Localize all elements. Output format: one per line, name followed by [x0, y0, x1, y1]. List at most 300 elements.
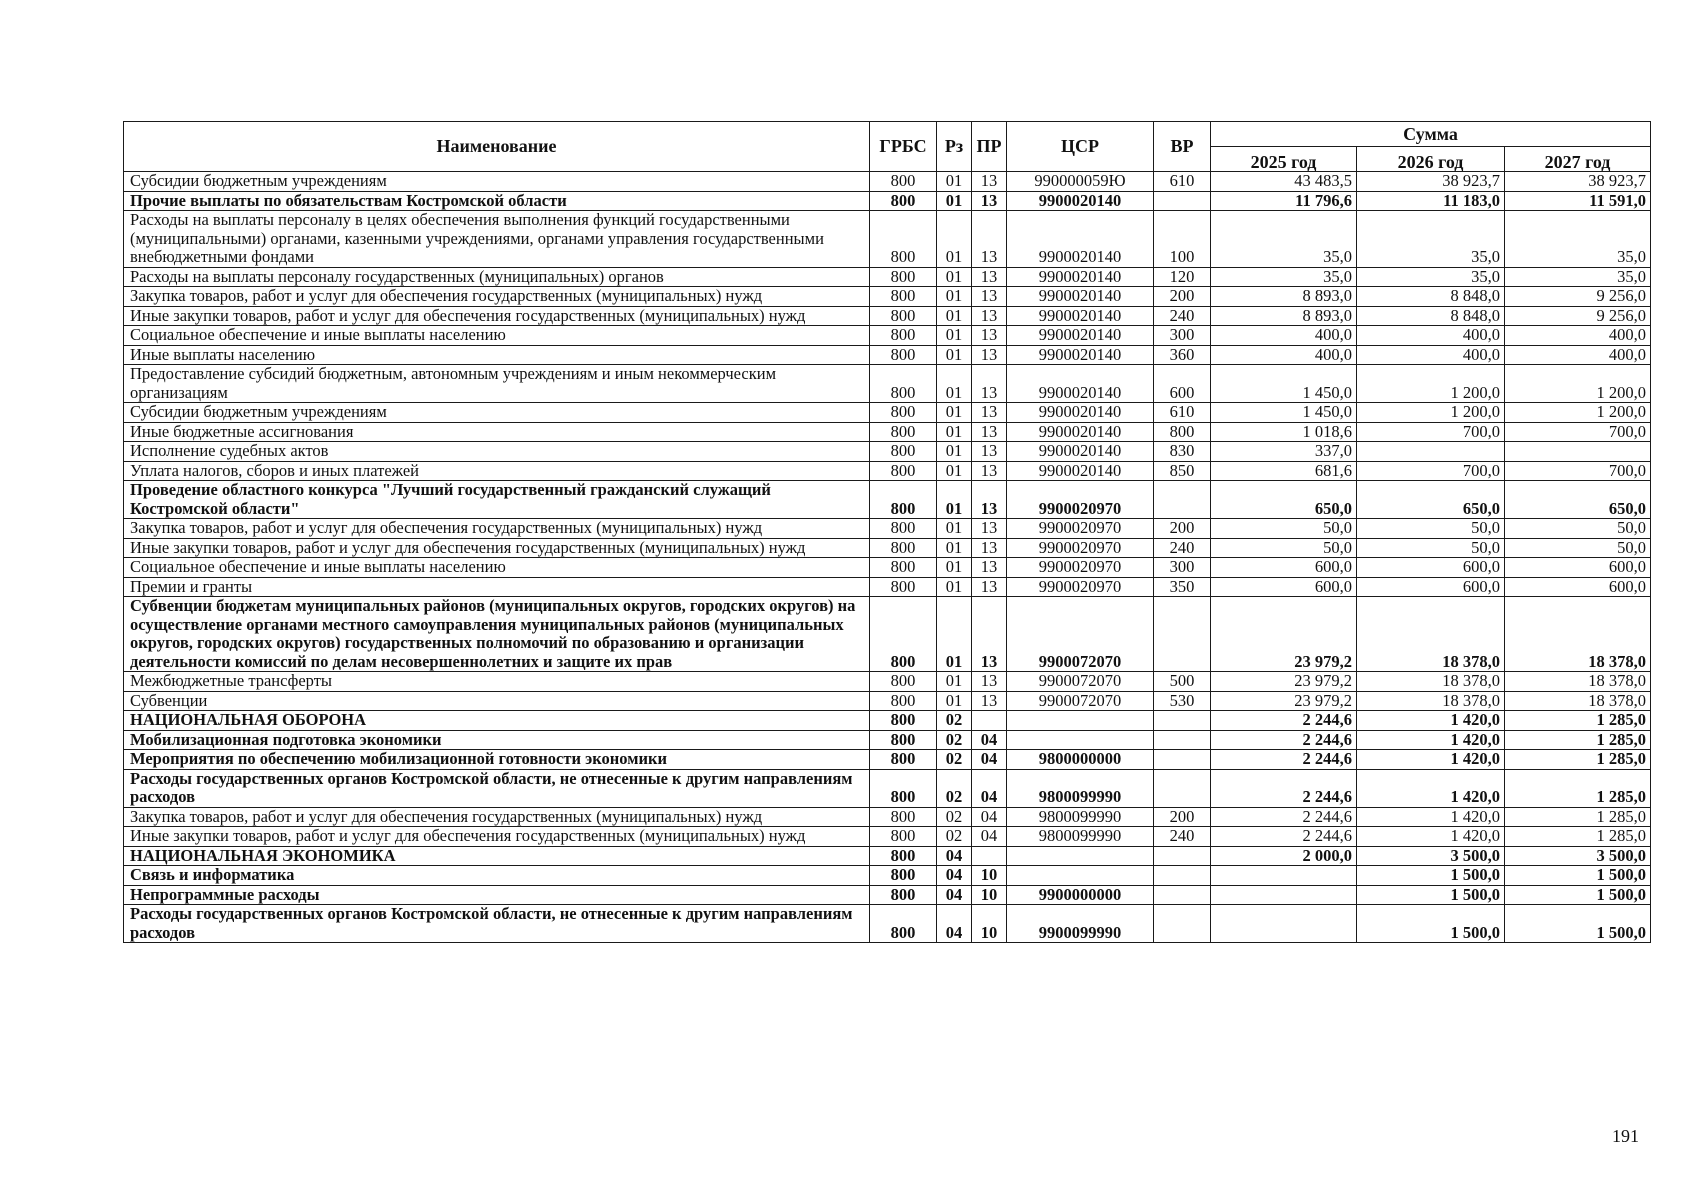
cell-pr: 13 [972, 538, 1007, 558]
cell-grbs: 800 [870, 691, 937, 711]
cell-name: Субсидии бюджетным учреждениям [124, 403, 870, 423]
cell-grbs: 800 [870, 807, 937, 827]
cell-rz: 04 [937, 905, 972, 943]
cell-pr: 13 [972, 211, 1007, 268]
cell-pr: 13 [972, 577, 1007, 597]
cell-sum-2026: 700,0 [1357, 461, 1505, 481]
cell-csr: 9900020140 [1007, 306, 1154, 326]
cell-name: Иные закупки товаров, работ и услуг для обеспечения государственных (муниципальных) нужд [124, 827, 870, 847]
cell-sum-2025 [1211, 885, 1357, 905]
table-row [124, 538, 1651, 558]
cell-vr: 830 [1154, 442, 1211, 462]
cell-sum-2025: 50,0 [1211, 519, 1357, 539]
cell-name: Иные выплаты населению [124, 345, 870, 365]
header-year-2026: 2026 год [1357, 147, 1505, 172]
cell-name: Премии и гранты [124, 577, 870, 597]
cell-vr [1154, 481, 1211, 519]
cell-sum-2025: 2 244,6 [1211, 769, 1357, 807]
cell-vr: 200 [1154, 519, 1211, 539]
cell-sum-2026: 1 420,0 [1357, 827, 1505, 847]
cell-rz: 02 [937, 730, 972, 750]
cell-rz: 01 [937, 422, 972, 442]
cell-csr: 9900020970 [1007, 558, 1154, 578]
cell-vr [1154, 885, 1211, 905]
cell-grbs: 800 [870, 326, 937, 346]
cell-pr [972, 846, 1007, 866]
cell-sum-2026: 400,0 [1357, 326, 1505, 346]
cell-sum-2026: 1 420,0 [1357, 750, 1505, 770]
cell-name: Социальное обеспечение и иные выплаты населению [124, 558, 870, 578]
table-row [124, 730, 1651, 750]
cell-sum-2026: 400,0 [1357, 345, 1505, 365]
cell-sum-2027: 1 285,0 [1505, 769, 1651, 807]
cell-sum-2027: 11 591,0 [1505, 191, 1651, 211]
cell-sum-2025: 2 244,6 [1211, 827, 1357, 847]
cell-pr: 13 [972, 287, 1007, 307]
table-row [124, 750, 1651, 770]
cell-pr: 04 [972, 750, 1007, 770]
cell-csr: 9900020970 [1007, 481, 1154, 519]
cell-csr: 9800000000 [1007, 750, 1154, 770]
cell-sum-2027: 35,0 [1505, 267, 1651, 287]
cell-sum-2026: 1 420,0 [1357, 730, 1505, 750]
header-pr: ПР [972, 122, 1007, 172]
header-sum: Сумма [1211, 122, 1651, 147]
cell-grbs: 800 [870, 306, 937, 326]
cell-name: Межбюджетные трансферты [124, 672, 870, 692]
table-body [124, 172, 1651, 943]
cell-csr: 9900020970 [1007, 577, 1154, 597]
cell-name: Исполнение судебных актов [124, 442, 870, 462]
cell-sum-2026: 50,0 [1357, 538, 1505, 558]
table-row [124, 769, 1651, 807]
cell-sum-2025: 400,0 [1211, 326, 1357, 346]
cell-pr: 13 [972, 365, 1007, 403]
cell-csr [1007, 730, 1154, 750]
cell-sum-2027: 18 378,0 [1505, 691, 1651, 711]
cell-sum-2025: 23 979,2 [1211, 597, 1357, 672]
cell-pr: 13 [972, 442, 1007, 462]
cell-name: Непрограммные расходы [124, 885, 870, 905]
cell-rz: 01 [937, 691, 972, 711]
cell-pr: 04 [972, 769, 1007, 807]
cell-vr [1154, 597, 1211, 672]
cell-vr: 610 [1154, 172, 1211, 192]
cell-grbs: 800 [870, 172, 937, 192]
cell-csr: 9900020140 [1007, 191, 1154, 211]
cell-sum-2025: 8 893,0 [1211, 287, 1357, 307]
cell-sum-2027: 1 285,0 [1505, 711, 1651, 731]
cell-sum-2027: 35,0 [1505, 211, 1651, 268]
cell-sum-2026: 3 500,0 [1357, 846, 1505, 866]
table-row [124, 442, 1651, 462]
cell-sum-2027: 9 256,0 [1505, 287, 1651, 307]
cell-csr [1007, 846, 1154, 866]
cell-pr: 10 [972, 905, 1007, 943]
cell-sum-2025: 681,6 [1211, 461, 1357, 481]
cell-sum-2025: 600,0 [1211, 558, 1357, 578]
cell-pr: 10 [972, 885, 1007, 905]
header-grbs: ГРБС [870, 122, 937, 172]
cell-sum-2026: 18 378,0 [1357, 597, 1505, 672]
table-row [124, 267, 1651, 287]
cell-pr [972, 711, 1007, 731]
cell-sum-2025 [1211, 905, 1357, 943]
cell-rz: 02 [937, 827, 972, 847]
cell-vr [1154, 866, 1211, 886]
cell-name: Предоставление субсидий бюджетным, автономным учреждениям и иным некоммерческим организациям [124, 365, 870, 403]
cell-rz: 01 [937, 461, 972, 481]
cell-sum-2027: 1 200,0 [1505, 365, 1651, 403]
cell-csr: 9900072070 [1007, 597, 1154, 672]
cell-sum-2027: 650,0 [1505, 481, 1651, 519]
cell-vr: 100 [1154, 211, 1211, 268]
cell-csr: 9900020140 [1007, 365, 1154, 403]
table-row [124, 885, 1651, 905]
cell-sum-2025: 1 450,0 [1211, 365, 1357, 403]
cell-rz: 01 [937, 672, 972, 692]
cell-rz: 01 [937, 287, 972, 307]
cell-rz: 01 [937, 191, 972, 211]
cell-vr [1154, 905, 1211, 943]
cell-sum-2026 [1357, 442, 1505, 462]
cell-name: Субсидии бюджетным учреждениям [124, 172, 870, 192]
cell-sum-2025: 23 979,2 [1211, 691, 1357, 711]
cell-sum-2027: 600,0 [1505, 558, 1651, 578]
cell-rz: 04 [937, 866, 972, 886]
table-row [124, 711, 1651, 731]
cell-vr: 240 [1154, 827, 1211, 847]
table-row [124, 597, 1651, 672]
header-name: Наименование [124, 122, 870, 172]
cell-pr: 13 [972, 481, 1007, 519]
cell-pr: 13 [972, 326, 1007, 346]
cell-name: Уплата налогов, сборов и иных платежей [124, 461, 870, 481]
cell-sum-2027: 1 500,0 [1505, 866, 1651, 886]
cell-sum-2025: 8 893,0 [1211, 306, 1357, 326]
cell-sum-2025: 2 000,0 [1211, 846, 1357, 866]
cell-vr: 600 [1154, 365, 1211, 403]
cell-sum-2025: 2 244,6 [1211, 730, 1357, 750]
cell-vr [1154, 769, 1211, 807]
cell-name: Расходы государственных органов Костромской области, не отнесенные к другим направлениям расходов [124, 905, 870, 943]
cell-sum-2025: 337,0 [1211, 442, 1357, 462]
cell-grbs: 800 [870, 846, 937, 866]
cell-grbs: 800 [870, 191, 937, 211]
cell-sum-2026: 18 378,0 [1357, 691, 1505, 711]
cell-rz: 01 [937, 326, 972, 346]
cell-sum-2026: 11 183,0 [1357, 191, 1505, 211]
cell-sum-2026: 8 848,0 [1357, 287, 1505, 307]
cell-sum-2025: 600,0 [1211, 577, 1357, 597]
cell-grbs: 800 [870, 711, 937, 731]
table-row [124, 807, 1651, 827]
cell-rz: 01 [937, 306, 972, 326]
cell-name: Расходы на выплаты персоналу государственных (муниципальных) органов [124, 267, 870, 287]
cell-name: Проведение областного конкурса "Лучший государственный гражданский служащий Костромской области" [124, 481, 870, 519]
cell-sum-2025: 11 796,6 [1211, 191, 1357, 211]
cell-sum-2025: 650,0 [1211, 481, 1357, 519]
cell-rz: 01 [937, 403, 972, 423]
cell-name: Закупка товаров, работ и услуг для обеспечения государственных (муниципальных) нужд [124, 807, 870, 827]
cell-rz: 01 [937, 481, 972, 519]
cell-sum-2026: 1 500,0 [1357, 905, 1505, 943]
cell-sum-2026: 1 420,0 [1357, 807, 1505, 827]
cell-sum-2026: 38 923,7 [1357, 172, 1505, 192]
cell-pr: 13 [972, 306, 1007, 326]
cell-name: Расходы на выплаты персоналу в целях обеспечения выполнения функций государственными (муниципальными) органами, казенными учреждениями, органами управления государственными внебюджетными фондами [124, 211, 870, 268]
cell-grbs: 800 [870, 730, 937, 750]
header-rz: Рз [937, 122, 972, 172]
cell-csr: 9900000000 [1007, 885, 1154, 905]
cell-sum-2027 [1505, 442, 1651, 462]
cell-grbs: 800 [870, 442, 937, 462]
cell-csr: 9900020140 [1007, 345, 1154, 365]
cell-rz: 01 [937, 519, 972, 539]
cell-grbs: 800 [870, 769, 937, 807]
cell-rz: 01 [937, 558, 972, 578]
table-row [124, 519, 1651, 539]
cell-csr: 9800099990 [1007, 827, 1154, 847]
cell-vr: 240 [1154, 306, 1211, 326]
cell-csr: 9900020140 [1007, 287, 1154, 307]
cell-sum-2027: 50,0 [1505, 519, 1651, 539]
cell-csr: 9800099990 [1007, 807, 1154, 827]
cell-sum-2027: 1 285,0 [1505, 827, 1651, 847]
cell-pr: 04 [972, 730, 1007, 750]
cell-sum-2027: 1 500,0 [1505, 885, 1651, 905]
table-row [124, 866, 1651, 886]
table-row [124, 287, 1651, 307]
cell-pr: 04 [972, 807, 1007, 827]
cell-sum-2025 [1211, 866, 1357, 886]
cell-grbs: 800 [870, 597, 937, 672]
cell-sum-2027: 1 285,0 [1505, 730, 1651, 750]
page-number: 191 [1612, 1126, 1639, 1146]
cell-pr: 13 [972, 519, 1007, 539]
cell-rz: 02 [937, 750, 972, 770]
cell-rz: 01 [937, 267, 972, 287]
cell-vr: 350 [1154, 577, 1211, 597]
cell-sum-2027: 1 285,0 [1505, 807, 1651, 827]
cell-name: Иные закупки товаров, работ и услуг для обеспечения государственных (муниципальных) нужд [124, 538, 870, 558]
cell-pr: 13 [972, 172, 1007, 192]
cell-grbs: 800 [870, 750, 937, 770]
cell-pr: 13 [972, 461, 1007, 481]
table-row [124, 577, 1651, 597]
cell-sum-2025: 50,0 [1211, 538, 1357, 558]
cell-sum-2027: 1 285,0 [1505, 750, 1651, 770]
cell-sum-2027: 700,0 [1505, 422, 1651, 442]
cell-sum-2027: 700,0 [1505, 461, 1651, 481]
table-row [124, 461, 1651, 481]
cell-vr [1154, 730, 1211, 750]
cell-csr: 9900072070 [1007, 691, 1154, 711]
cell-sum-2025: 43 483,5 [1211, 172, 1357, 192]
cell-sum-2026: 1 420,0 [1357, 711, 1505, 731]
cell-rz: 02 [937, 769, 972, 807]
cell-sum-2026: 35,0 [1357, 267, 1505, 287]
cell-name: Социальное обеспечение и иные выплаты населению [124, 326, 870, 346]
cell-sum-2027: 3 500,0 [1505, 846, 1651, 866]
cell-csr [1007, 866, 1154, 886]
cell-rz: 01 [937, 538, 972, 558]
cell-pr: 13 [972, 597, 1007, 672]
cell-vr: 500 [1154, 672, 1211, 692]
table-row [124, 481, 1651, 519]
table-row [124, 306, 1651, 326]
cell-csr: 9900020140 [1007, 326, 1154, 346]
cell-sum-2027: 400,0 [1505, 326, 1651, 346]
cell-grbs: 800 [870, 519, 937, 539]
cell-grbs: 800 [870, 672, 937, 692]
cell-vr: 610 [1154, 403, 1211, 423]
cell-rz: 01 [937, 172, 972, 192]
cell-name: Расходы государственных органов Костромской области, не отнесенные к другим направлениям расходов [124, 769, 870, 807]
cell-csr: 9800099990 [1007, 769, 1154, 807]
cell-vr [1154, 846, 1211, 866]
cell-grbs: 800 [870, 365, 937, 403]
cell-grbs: 800 [870, 345, 937, 365]
cell-csr: 9900020140 [1007, 461, 1154, 481]
cell-csr: 9900072070 [1007, 672, 1154, 692]
table-row [124, 191, 1651, 211]
cell-name: Прочие выплаты по обязательствам Костромской области [124, 191, 870, 211]
cell-rz: 02 [937, 807, 972, 827]
cell-rz: 02 [937, 711, 972, 731]
cell-pr: 13 [972, 691, 1007, 711]
cell-csr: 990000059Ю [1007, 172, 1154, 192]
cell-sum-2027: 1 500,0 [1505, 905, 1651, 943]
cell-name: Связь и информатика [124, 866, 870, 886]
cell-name: Иные закупки товаров, работ и услуг для обеспечения государственных (муниципальных) нужд [124, 306, 870, 326]
cell-vr: 120 [1154, 267, 1211, 287]
cell-sum-2027: 50,0 [1505, 538, 1651, 558]
header-csr: ЦСР [1007, 122, 1154, 172]
cell-vr [1154, 711, 1211, 731]
cell-vr: 360 [1154, 345, 1211, 365]
cell-grbs: 800 [870, 211, 937, 268]
cell-sum-2026: 700,0 [1357, 422, 1505, 442]
table-row [124, 672, 1651, 692]
header-vr: ВР [1154, 122, 1211, 172]
cell-grbs: 800 [870, 267, 937, 287]
cell-sum-2027: 18 378,0 [1505, 597, 1651, 672]
cell-csr [1007, 711, 1154, 731]
budget-table [123, 121, 1651, 943]
cell-csr: 9900099990 [1007, 905, 1154, 943]
cell-grbs: 800 [870, 287, 937, 307]
cell-vr: 200 [1154, 807, 1211, 827]
cell-pr: 13 [972, 672, 1007, 692]
cell-sum-2025: 2 244,6 [1211, 750, 1357, 770]
cell-sum-2025: 35,0 [1211, 267, 1357, 287]
cell-vr: 850 [1154, 461, 1211, 481]
cell-rz: 04 [937, 885, 972, 905]
cell-name: Субвенции [124, 691, 870, 711]
cell-pr: 04 [972, 827, 1007, 847]
cell-name: НАЦИОНАЛЬНАЯ ЭКОНОМИКА [124, 846, 870, 866]
cell-csr: 9900020140 [1007, 211, 1154, 268]
cell-grbs: 800 [870, 481, 937, 519]
cell-sum-2027: 400,0 [1505, 345, 1651, 365]
cell-pr: 13 [972, 422, 1007, 442]
cell-sum-2025: 400,0 [1211, 345, 1357, 365]
cell-sum-2026: 18 378,0 [1357, 672, 1505, 692]
cell-pr: 13 [972, 345, 1007, 365]
cell-vr [1154, 191, 1211, 211]
table-row [124, 905, 1651, 943]
table-row [124, 403, 1651, 423]
cell-sum-2026: 1 500,0 [1357, 866, 1505, 886]
cell-name: НАЦИОНАЛЬНАЯ ОБОРОНА [124, 711, 870, 731]
cell-vr: 300 [1154, 326, 1211, 346]
cell-sum-2025: 23 979,2 [1211, 672, 1357, 692]
table-row [124, 827, 1651, 847]
cell-grbs: 800 [870, 885, 937, 905]
cell-sum-2025: 35,0 [1211, 211, 1357, 268]
cell-rz: 01 [937, 577, 972, 597]
cell-csr: 9900020970 [1007, 538, 1154, 558]
cell-csr: 9900020140 [1007, 422, 1154, 442]
table-row [124, 345, 1651, 365]
cell-name: Субвенции бюджетам муниципальных районов (муниципальных округов, городских округов) на осуществление органами местного самоуправления муниципальных районов (муниципальных округов, городских округов) государственных полномочий по образованию и организации деятельности комиссий по делам несовершеннолетних и защите их прав [124, 597, 870, 672]
cell-pr: 10 [972, 866, 1007, 886]
cell-grbs: 800 [870, 538, 937, 558]
cell-sum-2026: 650,0 [1357, 481, 1505, 519]
cell-sum-2027: 18 378,0 [1505, 672, 1651, 692]
cell-name: Иные бюджетные ассигнования [124, 422, 870, 442]
cell-sum-2026: 50,0 [1357, 519, 1505, 539]
cell-sum-2027: 9 256,0 [1505, 306, 1651, 326]
cell-sum-2027: 1 200,0 [1505, 403, 1651, 423]
cell-grbs: 800 [870, 461, 937, 481]
header-year-2027: 2027 год [1505, 147, 1651, 172]
cell-vr [1154, 750, 1211, 770]
cell-grbs: 800 [870, 866, 937, 886]
header-year-2025: 2025 год [1211, 147, 1357, 172]
cell-sum-2027: 38 923,7 [1505, 172, 1651, 192]
cell-rz: 04 [937, 846, 972, 866]
cell-sum-2025: 2 244,6 [1211, 711, 1357, 731]
cell-grbs: 800 [870, 422, 937, 442]
table-row [124, 558, 1651, 578]
table-row [124, 691, 1651, 711]
cell-pr: 13 [972, 191, 1007, 211]
cell-sum-2025: 1 450,0 [1211, 403, 1357, 423]
cell-grbs: 800 [870, 558, 937, 578]
cell-name: Закупка товаров, работ и услуг для обеспечения государственных (муниципальных) нужд [124, 519, 870, 539]
table-row [124, 846, 1651, 866]
table-row [124, 365, 1651, 403]
cell-sum-2026: 1 200,0 [1357, 365, 1505, 403]
cell-vr: 240 [1154, 538, 1211, 558]
cell-rz: 01 [937, 442, 972, 462]
table-header [124, 122, 1651, 172]
cell-name: Закупка товаров, работ и услуг для обеспечения государственных (муниципальных) нужд [124, 287, 870, 307]
cell-sum-2025: 1 018,6 [1211, 422, 1357, 442]
cell-grbs: 800 [870, 905, 937, 943]
cell-rz: 01 [937, 597, 972, 672]
cell-sum-2026: 35,0 [1357, 211, 1505, 268]
cell-sum-2027: 600,0 [1505, 577, 1651, 597]
cell-csr: 9900020140 [1007, 403, 1154, 423]
cell-csr: 9900020970 [1007, 519, 1154, 539]
table-row [124, 172, 1651, 192]
cell-pr: 13 [972, 558, 1007, 578]
cell-vr: 800 [1154, 422, 1211, 442]
cell-rz: 01 [937, 345, 972, 365]
